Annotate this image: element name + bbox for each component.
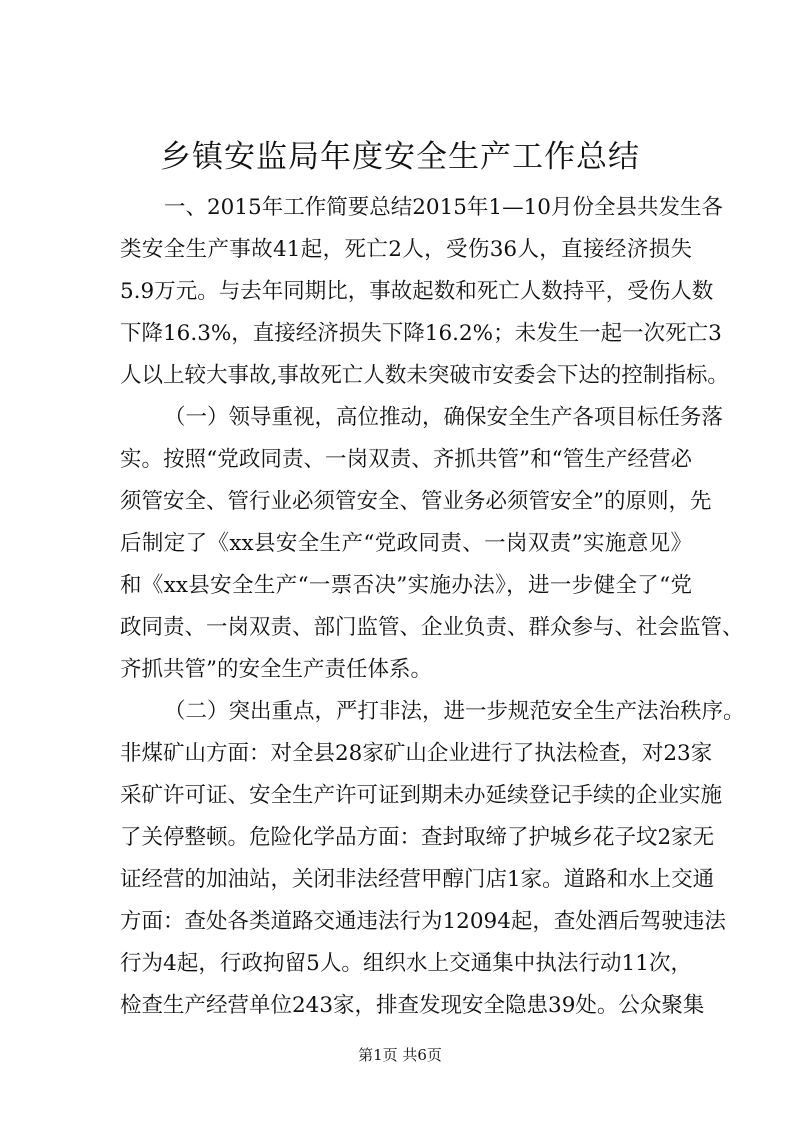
paragraph-3-line-4: 了关停整顿。危险化学品方面：查封取缔了护城乡花子坟2家无	[120, 825, 715, 850]
paragraph-3-line-3: 采矿许可证、安全生产许可证到期未办延续登记手续的企业实施	[120, 783, 723, 808]
paragraph-1-line-1: 一、2015年工作简要总结2015年1—10月份全县共发生各	[164, 195, 723, 220]
paragraph-2-line-5: 和《xx县安全生产“一票否决”实施办法》，进一步健全了“党	[120, 573, 692, 598]
page-number-footer: 第1页 共6页	[358, 1046, 442, 1064]
paragraph-1-line-5: 人以上较大事故,事故死亡人数未突破市安委会下达的控制指标。	[120, 363, 729, 388]
paragraph-1-line-3: 5.9万元。与去年同期比，事故起数和死亡人数持平，受伤人数	[120, 279, 714, 304]
paragraph-3-line-5: 证经营的加油站，关闭非法经营甲醇门店1家。道路和水上交通	[120, 867, 715, 892]
paragraph-3-line-6: 方面：查处各类道路交通违法行为12094起，查处酒后驾驶违法	[120, 909, 726, 934]
document-title: 乡镇安监局年度安全生产工作总结	[160, 139, 640, 175]
paragraph-3-line-8: 检查生产经营单位243家，排查发现安全隐患39处。公众聚集	[120, 993, 705, 1018]
paragraph-1-line-4: 下降16.3%，直接经济损失下降16.2%；未发生一起一次死亡3	[120, 321, 722, 346]
paragraph-2-line-3: 须管安全、管行业必须管安全、管业务必须管安全”的原则，先	[120, 489, 712, 514]
paragraph-2-line-4: 后制定了《xx县安全生产“党政同责、一岗双责”实施意见》	[120, 531, 692, 556]
paragraph-2-line-6: 政同责、一岗双责、部门监管、企业负责、群众参与、社会监管、	[120, 615, 744, 640]
paragraph-1-line-2: 类安全生产事故41起，死亡2人，受伤36人，直接经济损失	[120, 237, 692, 262]
paragraph-2-line-7: 齐抓共管”的安全生产责任体系。	[120, 657, 432, 682]
paragraph-3-line-2: 非煤矿山方面：对全县28家矿山企业进行了执法检查，对23家	[120, 741, 713, 766]
paragraph-2-line-1: （一）领导重视，高位推动，确保安全生产各项目标任务落	[164, 405, 724, 430]
paragraph-2-line-2: 实。按照“党政同责、一岗双责、齐抓共管”和“管生产经营必	[120, 447, 692, 472]
paragraph-3-line-1: （二）突出重点，严打非法，进一步规范安全生产法治秩序。	[164, 699, 745, 724]
paragraph-3-line-7: 行为4起，行政拘留5人。组织水上交通集中执法行动11次，	[120, 951, 692, 976]
